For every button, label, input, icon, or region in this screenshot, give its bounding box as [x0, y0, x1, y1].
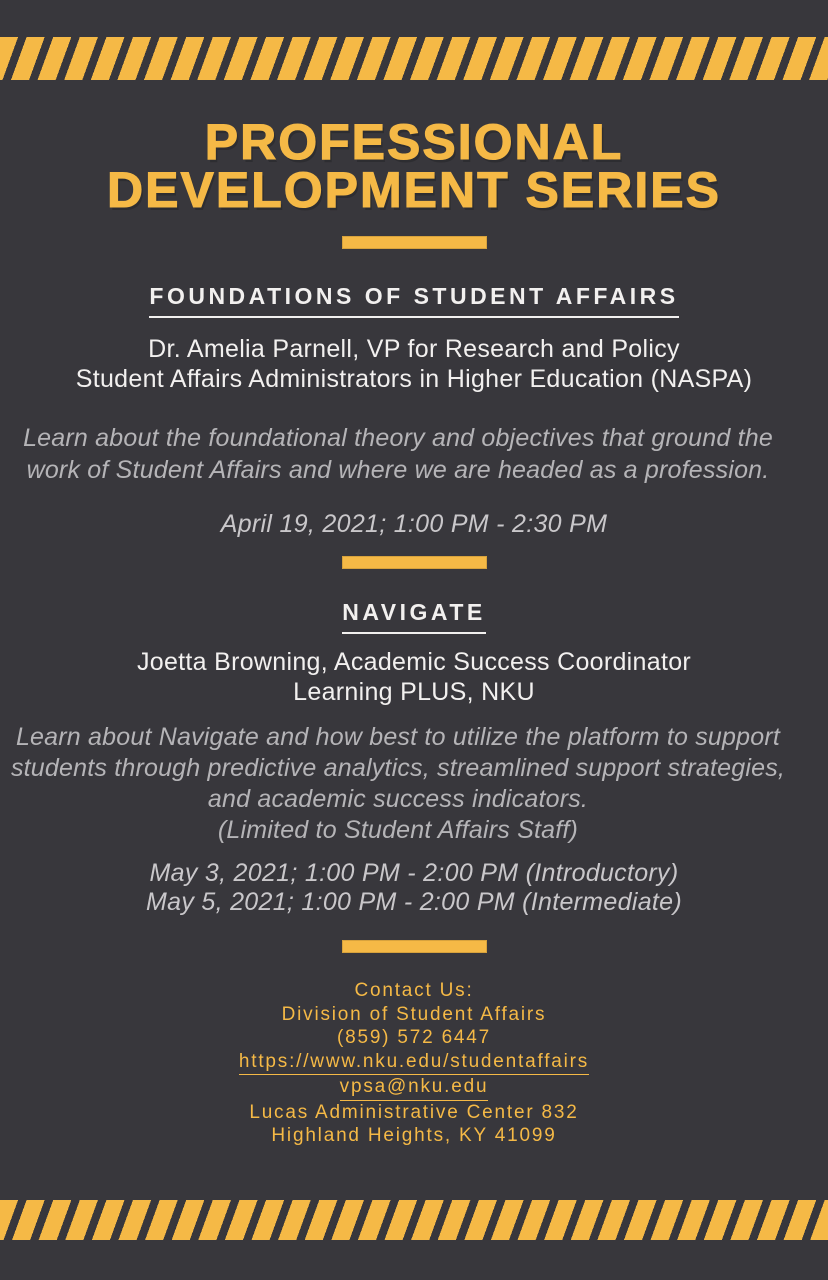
session-heading-text: FOUNDATIONS OF STUDENT AFFAIRS: [149, 282, 678, 318]
contact-email-link[interactable]: vpsa@nku.edu: [340, 1075, 489, 1101]
session-heading-navigate: [9, 598, 819, 634]
session-description-text: Learn about Navigate and how best to utilize the platform to support students through predictive analytics, streamlined support strategies, and academic success indicators.: [10, 723, 786, 813]
title-line-2: DEVELOPMENT SERIES: [107, 162, 721, 218]
session-datetime: [9, 510, 819, 539]
divider-bar-1: [342, 236, 487, 249]
contact-block: [239, 979, 589, 1148]
speaker-organization: Student Affairs Administrators in Higher Education (NASPA): [75, 365, 753, 393]
divider-bar-2: [342, 556, 487, 569]
session-description: Learn about the foundational theory and objectives that ground the work of Student Affairs and where we are headed as a profession.: [23, 424, 773, 484]
speaker-name-title: Joetta Browning, Academic Success Coordinator: [136, 648, 692, 676]
session-heading-text: NAVIGATE: [342, 598, 485, 634]
contact-label: Contact Us:: [354, 980, 474, 1001]
page-title: [107, 114, 721, 218]
contact-website-link[interactable]: https://www.nku.edu/studentaffairs: [239, 1050, 589, 1076]
speaker-info: [9, 334, 819, 394]
hazard-stripe-bottom: [0, 1200, 828, 1240]
session-datetime: [9, 859, 819, 917]
session-heading-foundations: [9, 282, 819, 318]
session-description: [9, 722, 787, 846]
speaker-name-title: Dr. Amelia Parnell, VP for Research and Policy: [148, 335, 680, 363]
contact-address-line-2: Highland Heights, KY 41099: [271, 1125, 557, 1146]
session-foundations: [9, 249, 819, 539]
speaker-info: [9, 647, 819, 707]
contact-org: Division of Student Affairs: [281, 1003, 547, 1025]
session-date-line: April 19, 2021; 1:00 PM - 2:30 PM: [220, 510, 608, 538]
divider-bar-3: [342, 940, 487, 953]
contact-address-line-1: Lucas Administrative Center 832: [249, 1101, 579, 1123]
speaker-organization: Learning PLUS, NKU: [293, 678, 535, 706]
session-date-line: May 5, 2021; 1:00 PM - 2:00 PM (Intermediate): [146, 888, 682, 916]
session-navigate: [9, 569, 819, 917]
title-line-1: PROFESSIONAL: [204, 114, 624, 170]
contact-phone: (859) 572 6447: [336, 1027, 492, 1048]
session-date-line: May 3, 2021; 1:00 PM - 2:00 PM (Introductory): [149, 859, 679, 887]
session-restriction-note: (Limited to Student Affairs Staff): [217, 816, 579, 844]
